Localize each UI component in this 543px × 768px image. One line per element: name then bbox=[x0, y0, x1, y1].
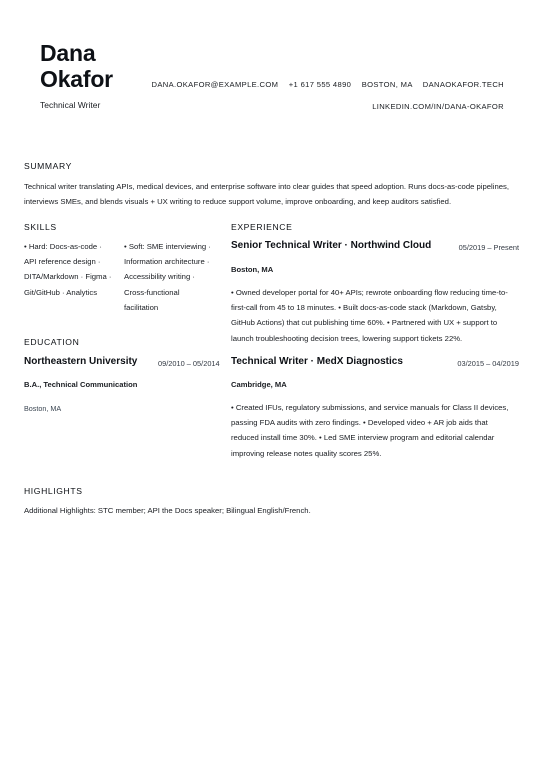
description-line: • Owned developer portal for 40+ APIs; rewrote onboarding flow reducing time-to- bbox=[231, 288, 508, 297]
description-line: passing FDA audits with zero findings. • Developed video + AR job aids that bbox=[231, 418, 488, 428]
education-heading: EDUCATION bbox=[24, 337, 80, 347]
skills-heading: SKILLS bbox=[24, 222, 57, 232]
experience-job-description bbox=[231, 285, 521, 346]
skill-line: • Hard: Docs-as-code · bbox=[24, 242, 102, 251]
skill-line: DITA/Markdown · Figma · bbox=[24, 272, 112, 282]
skill-line: • Soft: SME interviewing · bbox=[124, 242, 211, 251]
experience-job-location: Boston, MA bbox=[231, 265, 274, 274]
skills-col-soft bbox=[124, 239, 224, 315]
experience-job-description bbox=[231, 400, 521, 461]
contact-line bbox=[152, 80, 504, 89]
skill-line: Cross-functional bbox=[124, 287, 180, 297]
linkedin-link[interactable]: LINKEDIN.COM/IN/DANA-OKAFOR bbox=[372, 102, 504, 111]
skill-line: facilitation bbox=[124, 302, 159, 312]
experience-heading: EXPERIENCE bbox=[231, 222, 293, 232]
website-link[interactable]: DANAOKAFOR.TECH bbox=[422, 80, 504, 89]
email-link[interactable]: DANA.OKAFOR@EXAMPLE.COM bbox=[151, 80, 279, 89]
description-line: launch troubleshooting decision trees, lowering support tickets 22%. bbox=[231, 333, 463, 343]
experience-job-dates: 05/2019 – Present bbox=[458, 243, 519, 252]
experience-job-dates: 03/2015 – 04/2019 bbox=[457, 359, 519, 368]
education-school: Northeastern University bbox=[24, 356, 138, 367]
name-last: Okafor bbox=[40, 66, 113, 92]
experience-job-title: Senior Technical Writer · Northwind Cloud bbox=[231, 240, 432, 251]
description-line: • Created IFUs, regulatory submissions, and service manuals for Class II devices, bbox=[231, 403, 509, 412]
highlights-text: Additional Highlights: STC member; API the Docs speaker; Bilingual English/French. bbox=[24, 506, 311, 515]
experience-job-title: Technical Writer · MedX Diagnostics bbox=[231, 356, 403, 367]
summary-line: interviews SMEs, and blends visuals + UX writing to reduce support volume, improve onboarding, and keep auditors satisfied. bbox=[24, 197, 452, 207]
location-text: BOSTON, MA bbox=[361, 80, 413, 89]
summary-heading: SUMMARY bbox=[24, 161, 72, 171]
description-line: first-call from 45 to 18 minutes. • Built docs-as-code stack (Markdown, Gatsby, bbox=[231, 303, 497, 313]
skill-line: Accessibility writing · bbox=[124, 272, 195, 282]
summary-line: Technical writer translating APIs, medical devices, and enterprise software into clear guides that speed adoption. Runs docs-as-code pipelines, bbox=[24, 182, 510, 191]
experience-job-location: Cambridge, MA bbox=[231, 380, 287, 389]
skills-col-hard bbox=[24, 239, 122, 300]
education-location: Boston, MA bbox=[24, 404, 62, 413]
description-line: reduced install time 30%. • Led SME interview program and editorial calendar bbox=[231, 433, 495, 443]
education-dates: 09/2010 – 05/2014 bbox=[158, 359, 220, 368]
summary-text bbox=[24, 179, 524, 209]
skill-line: Information architecture · bbox=[124, 257, 210, 267]
skill-line: Git/GitHub · Analytics bbox=[24, 287, 98, 297]
highlights-heading: HIGHLIGHTS bbox=[24, 486, 83, 496]
description-line: GitHub Actions) that cut publishing time 60%. • Partnered with UX + support to bbox=[231, 318, 498, 328]
description-line: improving release notes quality scores 25%. bbox=[231, 448, 382, 458]
job-title-header: Technical Writer bbox=[40, 100, 101, 110]
education-degree: B.A., Technical Communication bbox=[24, 380, 138, 389]
phone-text: +1 617 555 4890 bbox=[288, 80, 352, 89]
name-first: Dana bbox=[40, 40, 96, 66]
skill-line: API reference design · bbox=[24, 257, 101, 267]
